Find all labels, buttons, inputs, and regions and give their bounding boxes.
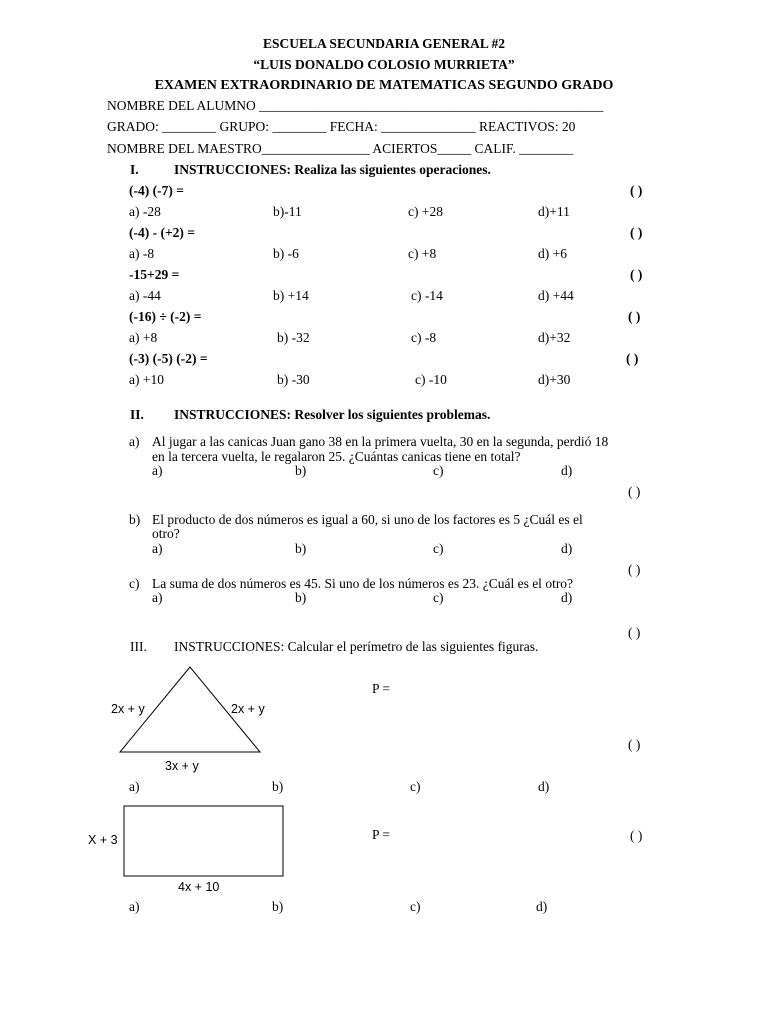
problem-b-option-a: a) <box>152 541 163 556</box>
problem-a-option-b: b) <box>295 463 307 478</box>
problem-c-answer-blank[interactable]: ( ) <box>628 625 641 640</box>
question-5-expression: (-3) (-5) (-2) = <box>129 351 208 366</box>
problem-c-option-a: a) <box>152 590 163 605</box>
question-4-answer-blank[interactable]: ( ) <box>628 309 641 324</box>
school-name: ESCUELA SECUNDARIA GENERAL #2 <box>263 36 505 51</box>
question-3-expression: -15+29 = <box>129 267 180 282</box>
rectangle-option-b: b) <box>272 899 284 914</box>
rectangle-option-d: d) <box>536 899 548 914</box>
triangle-answer-blank[interactable]: ( ) <box>628 737 641 752</box>
problem-b-option-c: c) <box>433 541 444 556</box>
question-4-option-a: a) +8 <box>129 330 158 345</box>
question-3-option-a: a) -44 <box>129 288 161 303</box>
question-5-option-d: d)+30 <box>538 372 571 387</box>
rectangle-side-label: X + 3 <box>88 833 118 847</box>
problem-a-text-line-1: Al jugar a las canicas Juan gano 38 en la primera vuelta, 30 en la segunda, perdió 18 <box>152 434 609 449</box>
triangle-left-side-label: 2x + y <box>111 702 145 716</box>
rectangle-base-label: 4x + 10 <box>178 880 220 894</box>
student-name-line[interactable]: NOMBRE DEL ALUMNO ___________________________________________________ <box>107 98 604 113</box>
problem-a-answer-blank[interactable]: ( ) <box>628 484 641 499</box>
grade-group-date-line[interactable]: GRADO: ________ GRUPO: ________ FECHA: ______________ REACTIVOS: 20 <box>107 119 576 134</box>
question-1-option-c: c) +28 <box>408 204 443 219</box>
section-3-number: III. <box>130 639 147 654</box>
section-1-number: I. <box>130 162 139 177</box>
question-4-option-b: b) -32 <box>277 330 310 345</box>
rectangle-option-c: c) <box>410 899 421 914</box>
triangle-perimeter-label: P = <box>372 681 390 696</box>
triangle-option-d: d) <box>538 779 550 794</box>
exam-title: EXAMEN EXTRAORDINARIO DE MATEMATICAS SEGUNDO GRADO <box>154 78 614 93</box>
question-2-option-b: b) -6 <box>273 246 299 261</box>
question-2-answer-blank[interactable]: ( ) <box>630 225 643 240</box>
question-1-option-b: b)-11 <box>273 204 302 219</box>
question-3-option-d: d) +44 <box>538 288 574 303</box>
question-1-option-d: d)+11 <box>538 204 570 219</box>
question-5-option-a: a) +10 <box>129 372 164 387</box>
question-4-expression: (-16) ÷ (-2) = <box>129 309 202 324</box>
question-5-option-c: c) -10 <box>415 372 447 387</box>
question-5-option-b: b) -30 <box>277 372 310 387</box>
problem-c-option-b: b) <box>295 590 307 605</box>
question-1-answer-blank[interactable]: ( ) <box>630 183 643 198</box>
question-4-option-d: d)+32 <box>538 330 571 345</box>
problem-a-option-d: d) <box>561 463 573 478</box>
question-2-option-a: a) -8 <box>129 246 155 261</box>
problem-b-text-line-2: otro? <box>152 526 180 541</box>
problem-a-option-a: a) <box>152 463 163 478</box>
question-2-option-d: d) +6 <box>538 246 567 261</box>
problem-b-text-line-1: El producto de dos números es igual a 60, si uno de los factores es 5 ¿Cuál es el <box>152 512 583 527</box>
section-3-instructions: INSTRUCCIONES: Calcular el perímetro de las siguientes figuras. <box>174 639 539 654</box>
problem-b-label: b) <box>129 512 141 527</box>
section-1-instructions: INSTRUCCIONES: Realiza las siguientes operaciones. <box>174 162 491 177</box>
rectangle-option-a: a) <box>129 899 140 914</box>
problem-b-option-d: d) <box>561 541 573 556</box>
teacher-score-line[interactable]: NOMBRE DEL MAESTRO________________ ACIERTOS_____ CALIF. ________ <box>107 141 574 156</box>
problem-b-answer-blank[interactable]: ( ) <box>628 562 641 577</box>
question-3-option-b: b) +14 <box>273 288 309 303</box>
problem-c-text-line-1: La suma de dos números es 45. Si uno de los números es 23. ¿Cuál es el otro? <box>152 576 574 591</box>
problem-b-option-b: b) <box>295 541 307 556</box>
triangle-base-label: 3x + y <box>165 759 199 773</box>
question-1-expression: (-4) (-7) = <box>129 183 184 198</box>
problem-c-option-c: c) <box>433 590 444 605</box>
triangle-option-c: c) <box>410 779 421 794</box>
question-3-answer-blank[interactable]: ( ) <box>630 267 643 282</box>
question-4-option-c: c) -8 <box>411 330 437 345</box>
question-3-option-c: c) -14 <box>411 288 443 303</box>
question-5-answer-blank[interactable]: ( ) <box>626 351 639 366</box>
question-2-expression: (-4) - (+2) = <box>129 225 195 240</box>
problem-a-option-c: c) <box>433 463 444 478</box>
triangle-option-b: b) <box>272 779 284 794</box>
rectangle-perimeter-label: P = <box>372 827 390 842</box>
problem-c-option-d: d) <box>561 590 573 605</box>
problem-a-label: a) <box>129 434 140 449</box>
rectangle-answer-blank[interactable]: ( ) <box>630 828 643 843</box>
school-namesake: “LUIS DONALDO COLOSIO MURRIETA” <box>253 57 515 72</box>
section-2-number: II. <box>130 407 144 422</box>
problem-c-label: c) <box>129 576 140 591</box>
section-2-instructions: INSTRUCCIONES: Resolver los siguientes problemas. <box>174 407 491 422</box>
question-1-option-a: a) -28 <box>129 204 161 219</box>
triangle-option-a: a) <box>129 779 140 794</box>
triangle-right-side-label: 2x + y <box>231 702 265 716</box>
rectangle-figure <box>120 802 288 878</box>
question-2-option-c: c) +8 <box>408 246 437 261</box>
problem-a-text-line-2: en la tercera vuelta, le regalaron 25. ¿Cuántas canicas tiene en total? <box>152 449 521 464</box>
rectangle-shape <box>124 806 283 876</box>
